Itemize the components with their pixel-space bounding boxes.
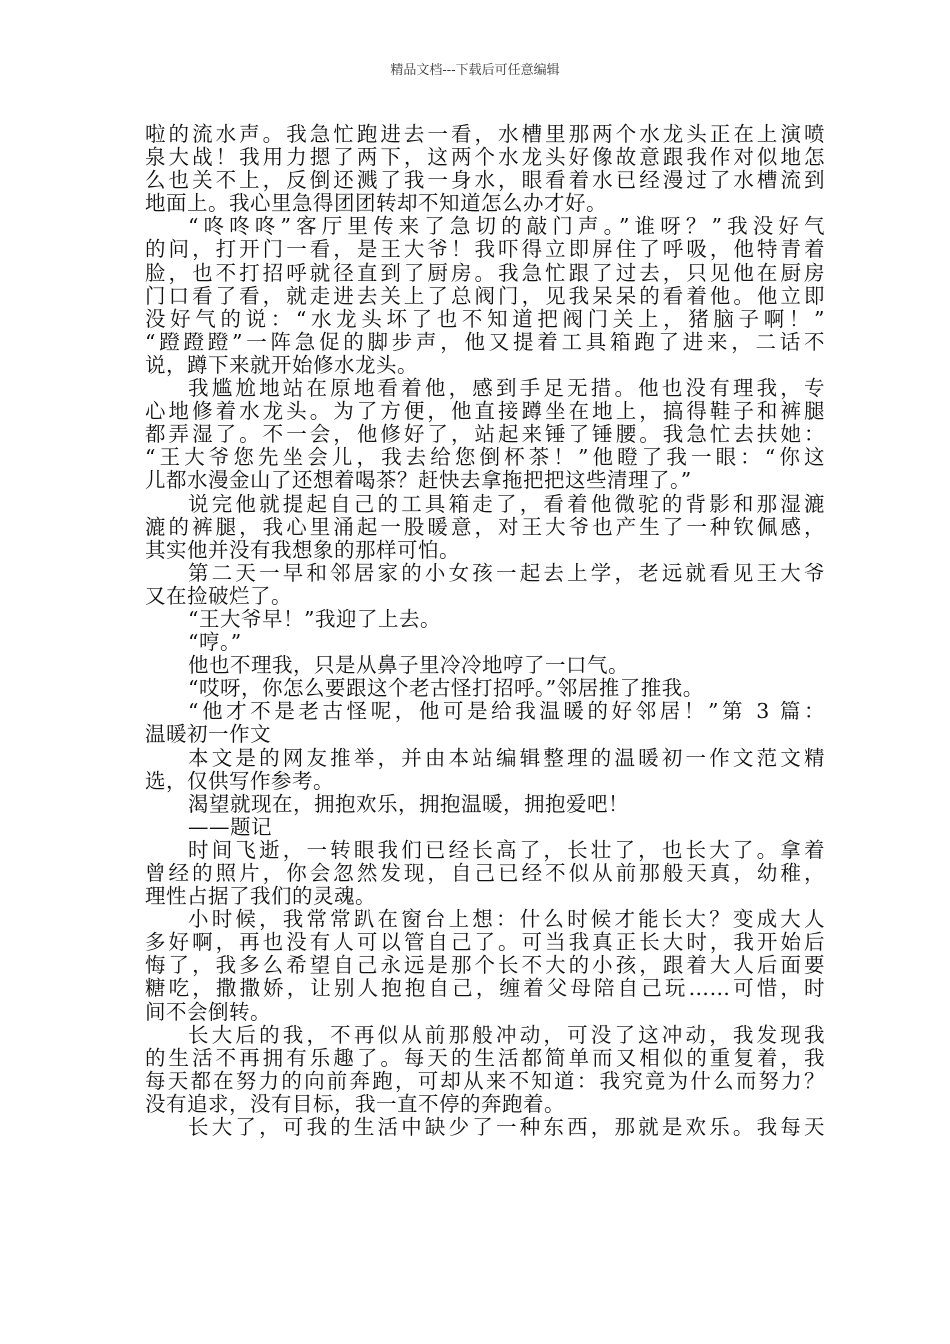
text-line: 每天都在努力的向前奔跑，可却从来不知道：我究竟为什么而努力？ xyxy=(145,1068,825,1093)
text-line: “王大爷早！”我迎了上去。 xyxy=(188,606,441,631)
text-line: 本文是的网友推举，并由本站编辑整理的温暖初一作文范文精 xyxy=(188,745,825,770)
text-line: 又在捡破烂了。 xyxy=(145,583,292,608)
text-line: 泉大战！我用力摁了两下，这两个水龙头好像故意跟我作对似地怎 xyxy=(145,145,825,170)
text-line: 他也不理我，只是从鼻子里冷冷地哼了一口气。 xyxy=(188,653,629,678)
text-line: 温暖初一作文 xyxy=(145,722,271,747)
text-line: “王大爷您先坐会儿，我去给您倒杯茶！”他瞪了我一眼：“你这 xyxy=(145,445,825,470)
text-line: 说完他就提起自己的工具箱走了，看着他微驼的背影和那湿漉 xyxy=(188,491,825,516)
text-line: 多好啊，再也没有人可以管自己了。可当我真正长大时，我开始后 xyxy=(145,930,825,955)
text-line: 都弄湿了。不一会，他修好了，站起来锤了锤腰。我急忙去扶她： xyxy=(145,422,825,447)
text-line: 说，蹲下来就开始修水龙头。 xyxy=(145,352,418,377)
text-line: “咚咚咚”客厅里传来了急切的敲门声。”谁呀？”我没好气 xyxy=(188,214,825,239)
text-line: 曾经的照片，你会忽然发现，自己已经不似从前那般天真，幼稚， xyxy=(145,861,825,885)
text-line: 糖吃，撒撒娇，让别人抱抱自己，缠着父母陪自己玩……可惜，时 xyxy=(145,976,825,1001)
text-line: 理性占据了我们的灵魂。 xyxy=(145,884,376,909)
text-line: 渴望就现在，拥抱欢乐，拥抱温暖，拥抱爱吧！ xyxy=(188,791,629,816)
text-line: 漉的裤腿，我心里涌起一股暖意，对王大爷也产生了一种钦佩感， xyxy=(145,514,825,539)
text-line: 儿都水漫金山了还想着喝茶？赶快去拿拖把把这些清理了。” xyxy=(145,468,692,493)
page-header: 精品文档---下载后可任意编辑 xyxy=(390,63,560,78)
text-line: 没有追求，没有目标，我一直不停的奔跑着。 xyxy=(145,1091,565,1116)
text-line: ——题记 xyxy=(188,814,272,839)
text-line: 心地修着水龙头。为了方便，他直接蹲坐在地上，搞得鞋子和裤腿 xyxy=(145,399,825,424)
text-line: 小时候，我常常趴在窗台上想：什么时候才能长大？变成大人 xyxy=(188,907,825,932)
text-line: “蹬蹬蹬”一阵急促的脚步声，他又提着工具箱跑了进来，二话不 xyxy=(145,329,825,354)
text-line: 的问，打开门一看，是王大爷！我吓得立即屏住了呼吸，他特青着 xyxy=(145,237,825,262)
text-line: 脸，也不打招呼就径直到了厨房。我急忙跟了过去，只见他在厨房 xyxy=(145,260,825,285)
text-line: 间不会倒转。 xyxy=(145,999,271,1024)
text-line: 第二天一早和邻居家的小女孩一起去上学，老远就看见王大爷 xyxy=(188,560,825,585)
text-line: 时间飞逝，一转眼我们已经长高了，长壮了，也长大了。拿着 xyxy=(188,837,825,862)
text-line: 长大了，可我的生活中缺少了一种东西，那就是欢乐。我每天 xyxy=(188,1115,825,1140)
text-line: “他才不是老古怪呢，他可是给我温暖的好邻居！”第 3 篇： xyxy=(188,699,825,724)
text-line: 悔了，我多么希望自己永远是那个长不大的小孩，跟着大人后面要 xyxy=(145,953,825,978)
text-line: 地面上。我心里急得团团转却不知道怎么办才好。 xyxy=(145,191,607,216)
document-body xyxy=(145,123,825,1139)
text-line: 啦的流水声。我急忙跑进去一看，水槽里那两个水龙头正在上演喷 xyxy=(145,122,825,146)
text-line: 长大后的我，不再似从前那般冲动，可没了这冲动，我发现我 xyxy=(188,1022,825,1047)
text-line: 我尴尬地站在原地看着他，感到手足无措。他也没有理我，专 xyxy=(188,376,825,401)
text-line: 么也关不上，反倒还溅了我一身水，眼看着水已经漫过了水槽流到 xyxy=(145,168,825,193)
text-line: 其实他并没有我想象的那样可怕。 xyxy=(145,537,460,562)
text-line: “哎呀，你怎么要跟这个老古怪打招呼。”邻居推了推我。 xyxy=(188,676,704,701)
text-line: 的生活不再拥有乐趣了。每天的生活都简单而又相似的重复着，我 xyxy=(145,1045,825,1070)
text-line: 没好气的说：“水龙头坏了也不知道把阀门关上，猪脑子啊！” xyxy=(145,306,825,331)
text-line: 门口看了看，就走进去关上了总阀门，见我呆呆的看着他。他立即 xyxy=(145,283,825,308)
text-line: “哼。” xyxy=(188,630,242,655)
text-line: 选，仅供写作参考。 xyxy=(145,768,334,793)
